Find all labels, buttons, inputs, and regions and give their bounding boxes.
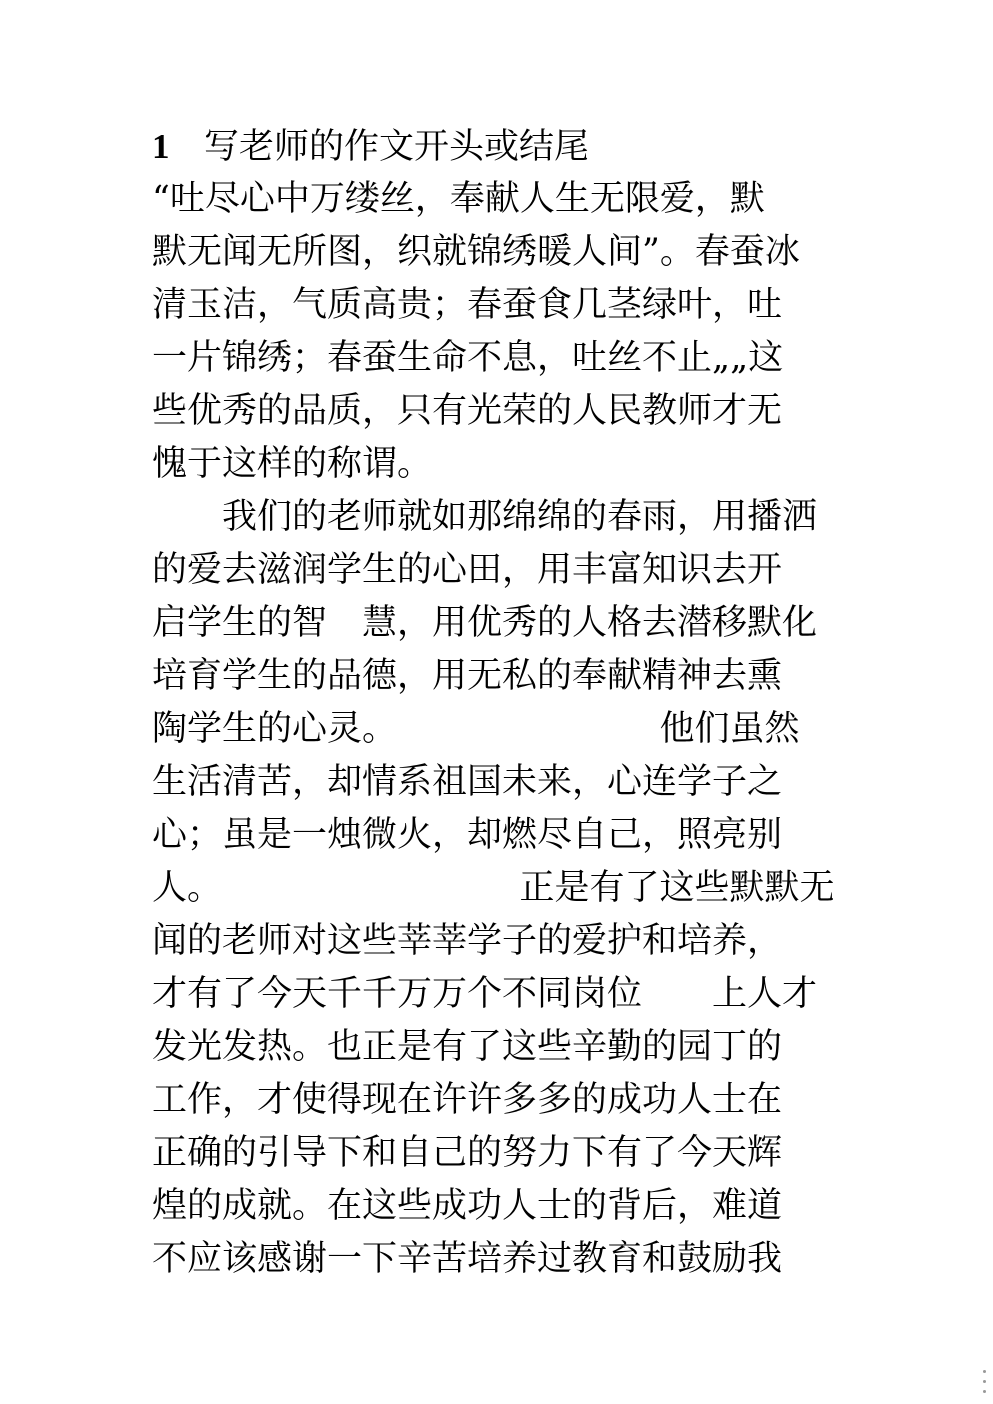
text-line: 的爱去滋润学生的心田，用丰富知识去开 [152,550,783,590]
corner-mark [981,1368,989,1398]
text-line: 愧于这样的称谓。 [152,444,433,484]
heading [152,120,852,173]
text-line: 正确的引导下和自己的努力下有了今天辉 [152,1133,783,1173]
heading-title: 写老师的作文开头或结尾 [204,127,590,167]
text-line: 启学生的智 慧，用优秀的人格去潜移默化 [152,603,818,643]
text-line: 陶学生的心灵。 他们虽然 [152,709,800,749]
text-line: 发光发热。也正是有了这些辛勤的园丁的 [152,1027,783,1067]
heading-number: 1 [152,127,170,166]
text-line: 清玉洁，气质高贵；春蚕食几茎绿叶，吐 [152,285,783,325]
text-line: 人。 正是有了这些默默无 [152,868,835,908]
text-line: 培育学生的品德，用无私的奉献精神去熏 [152,656,783,696]
text-line: 不应该感谢一下辛苦培养过教育和鼓励我 [152,1239,783,1279]
text-line: 心；虽是一烛微火，却燃尽自己，照亮别 [152,815,783,855]
text-line: 我们的老师就如那绵绵的春雨，用播洒 [152,497,818,537]
text-line: 一片锦绣；春蚕生命不息，吐丝不止„„这 [152,338,784,378]
text-line: 些优秀的品质，只有光荣的人民教师才无 [152,391,783,431]
text-line: 煌的成就。在这些成功人士的背后，难道 [152,1186,783,1226]
text-line: 工作，才使得现在许许多多的成功人士在 [152,1080,783,1120]
text-line: “吐尽心中万缕丝，奉献人生无限爱，默 [152,179,765,219]
document-body [152,120,852,1286]
text-line: 默无闻无所图，织就锦绣暖人间”。春蚕冰 [152,232,800,272]
text-line: 生活清苦，却情系祖国未来，心连学子之 [152,762,783,802]
text-line: 闻的老师对这些莘莘学子的爱护和培养， [152,921,783,961]
text-line: 才有了今天千千万万个不同岗位 上人才 [152,974,818,1014]
